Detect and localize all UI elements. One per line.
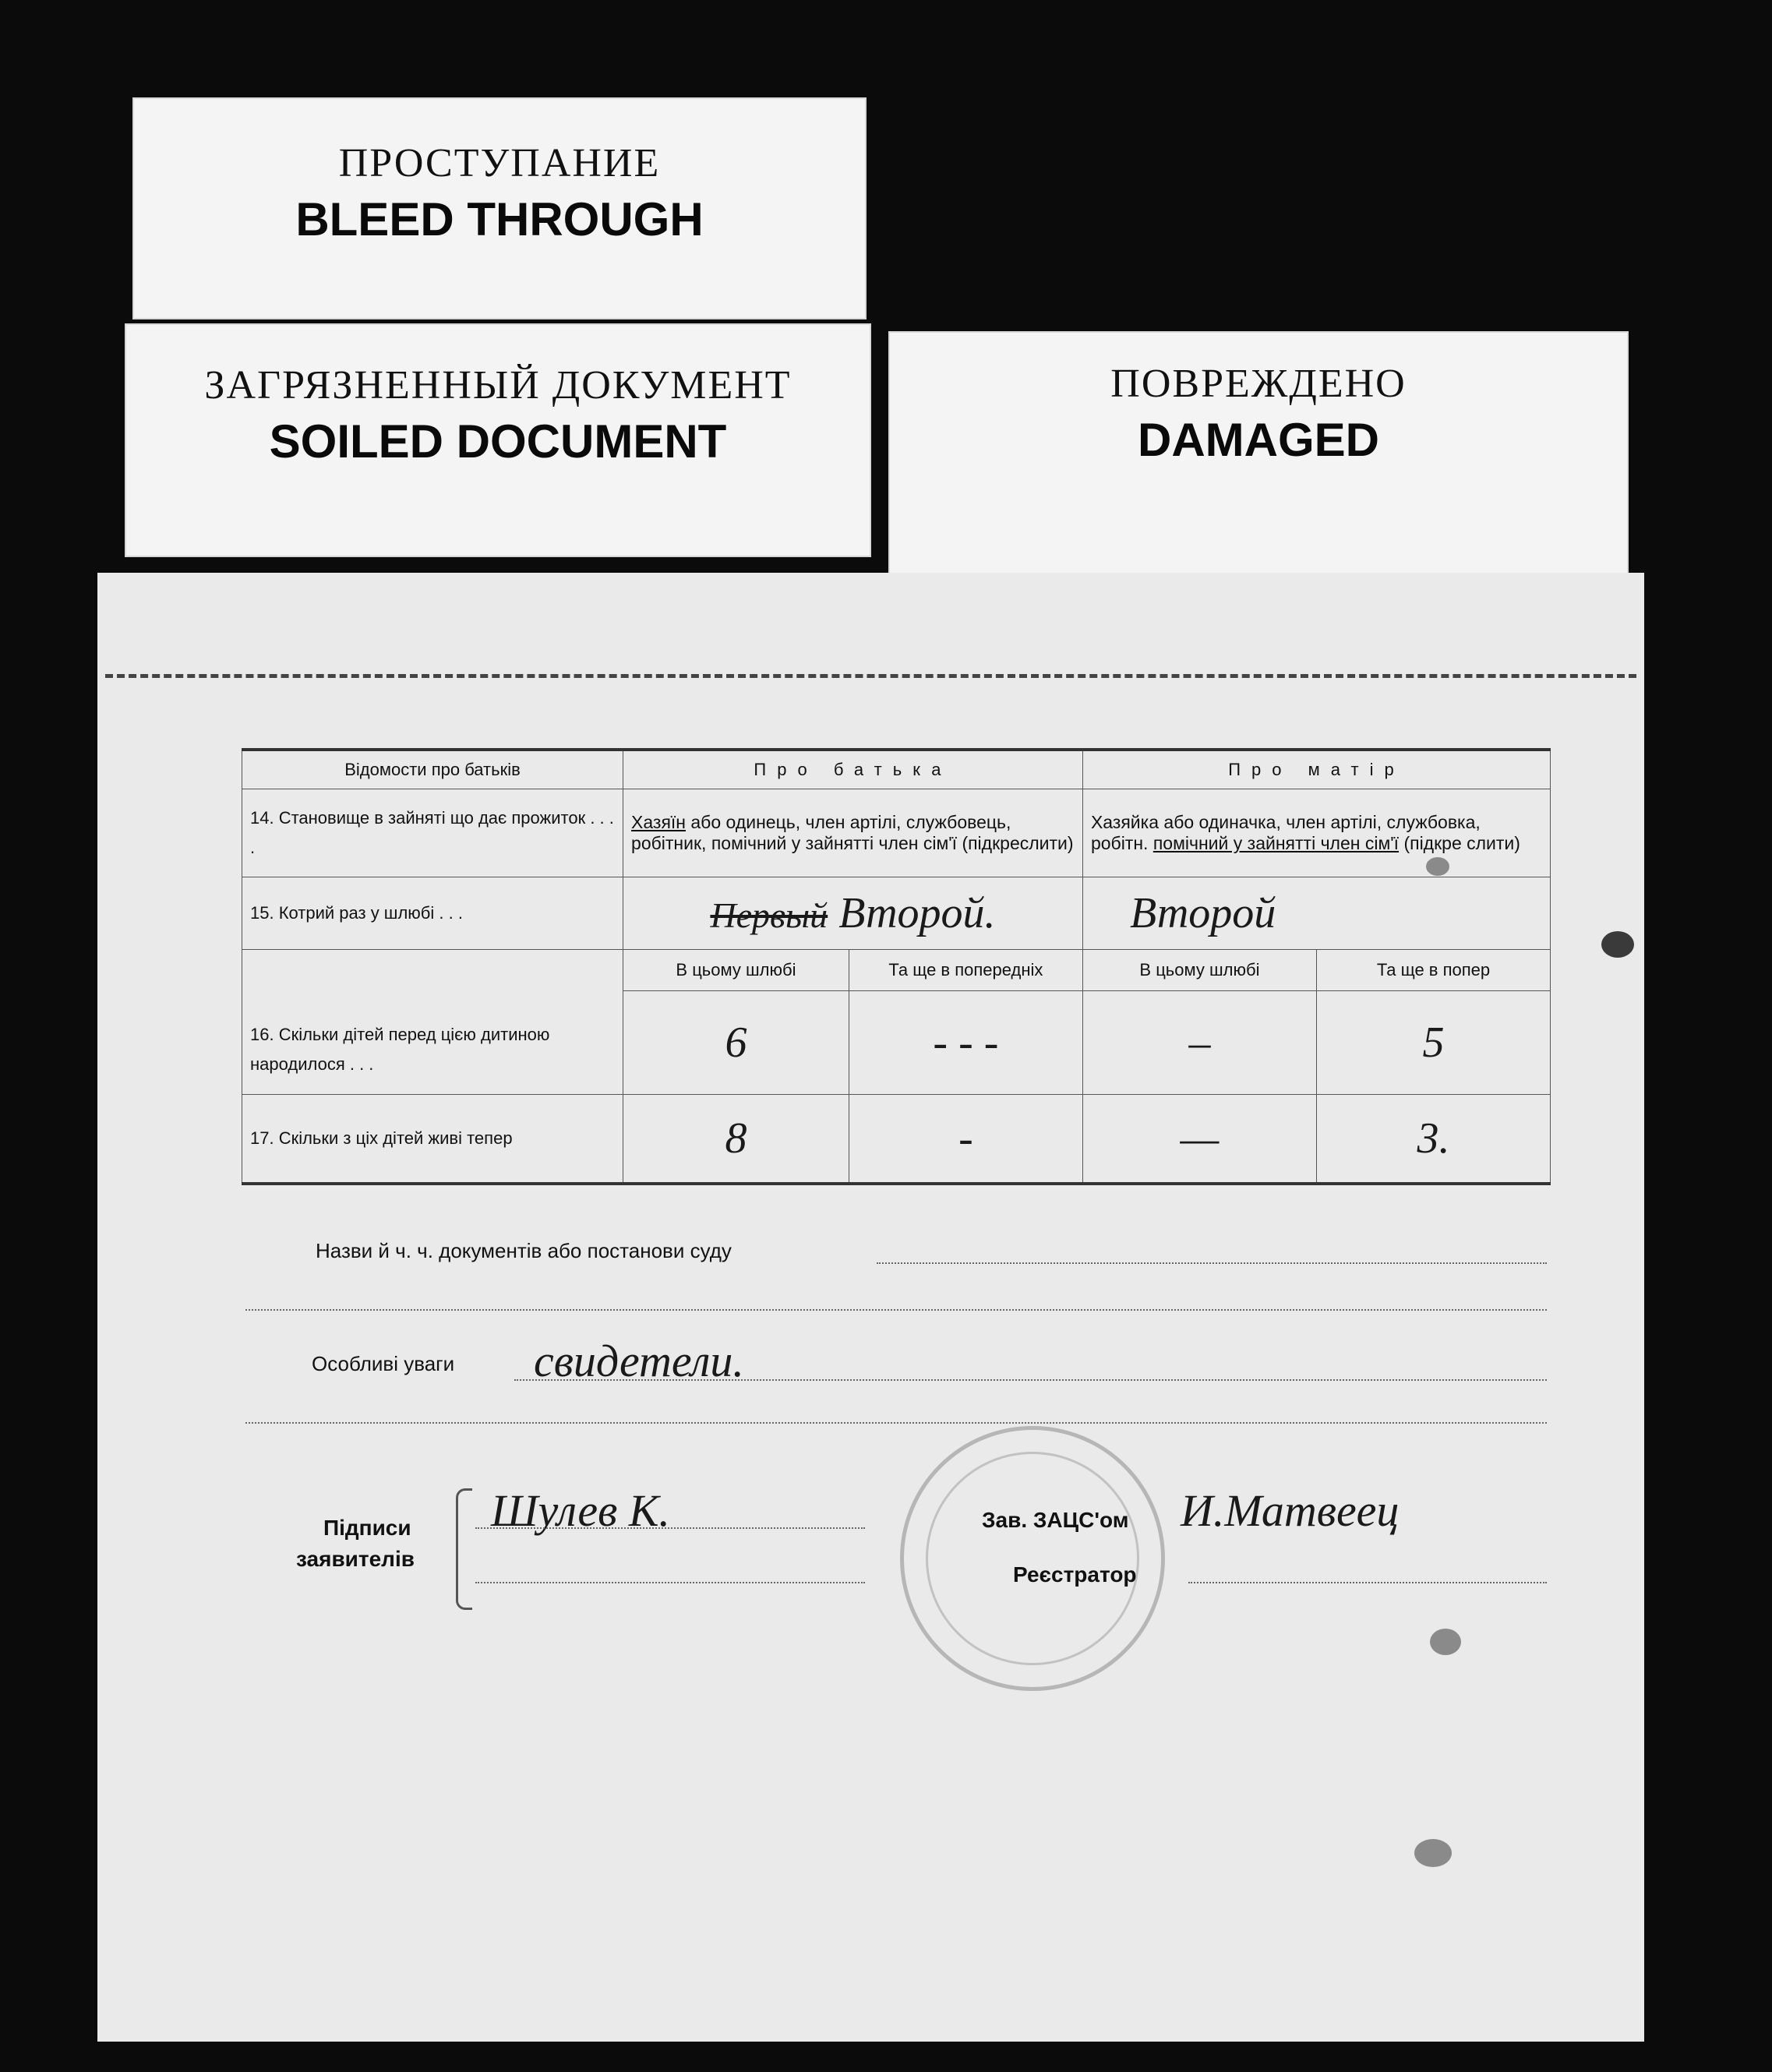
signature-line-2 — [475, 1582, 865, 1583]
row-14-father-rest: або одинець, член артілі, службовець, робітник, помічний у зайнятті член сім'ї (підкреслити) — [631, 812, 1074, 853]
row-15-father — [623, 877, 1083, 950]
row-14-father-lead: Хазяїн — [631, 812, 686, 832]
remarks-line — [514, 1379, 1547, 1381]
row-16-label: 16. Скільки дітей перед цією дитиною народилося . . . — [242, 950, 623, 1095]
row-15-father-value: Второй. — [838, 889, 996, 937]
table-header-row — [242, 750, 1551, 789]
paper-damage — [1430, 1629, 1461, 1655]
registrar-line — [1188, 1582, 1547, 1583]
col-header-parents: Відомости про батьків — [242, 750, 623, 789]
applicant-signature: Шулев К. — [491, 1485, 670, 1536]
damaged-ru: ПОВРЕЖДЕНО — [1110, 362, 1407, 406]
subhead-father-this: В цьому шлюбі — [623, 950, 849, 991]
bleed-through-card — [132, 97, 867, 319]
paper-damage — [1426, 857, 1449, 876]
damaged-en: DAMAGED — [1138, 414, 1379, 466]
parents-table — [242, 748, 1551, 1185]
remarks-label: Особливі уваги — [312, 1352, 455, 1375]
row-14 — [242, 789, 1551, 877]
row-16-v1: 6 — [623, 991, 849, 1095]
remarks-line-2 — [245, 1422, 1547, 1424]
row-subheader — [242, 950, 1551, 991]
row-14-mother — [1082, 789, 1550, 877]
row-15-mother-value: Второй — [1082, 877, 1550, 950]
row-17-v1: 8 — [623, 1095, 849, 1184]
remarks-value: свидетели. — [534, 1336, 744, 1386]
damaged-card — [888, 331, 1629, 588]
row-14-label: 14. Становище в зайняті що дає прожиток . . . . — [242, 789, 623, 877]
signatures-brace — [456, 1488, 472, 1610]
signatures-label-2: заявителів — [296, 1547, 415, 1571]
soiled-document-ru: ЗАГРЯЗНЕННЫЙ ДОКУМЕНТ — [204, 363, 792, 408]
soiled-document-card — [125, 323, 871, 557]
tear-line — [105, 674, 1636, 678]
documents-line-2 — [245, 1309, 1547, 1311]
row-15-father-struck: Первый — [710, 895, 828, 935]
subhead-mother-prev: Та ще в попер — [1316, 950, 1550, 991]
row-15 — [242, 877, 1551, 950]
col-header-father: Про батька — [623, 750, 1083, 789]
row-14-father — [623, 789, 1083, 877]
row-16-v2: - - - — [849, 991, 1082, 1095]
soiled-document-en: SOILED DOCUMENT — [269, 415, 727, 468]
row-15-label: 15. Котрий раз у шлюбі . . . — [242, 877, 623, 950]
col-header-mother: Про матір — [1082, 750, 1550, 789]
row-16-v4: 5 — [1316, 991, 1550, 1095]
row-14-mother-lead: Хазяйка або одиначка, член артілі, службовка, робітн. — [1090, 812, 1481, 853]
zags-label: Зав. ЗАЦС'ом — [982, 1508, 1129, 1532]
row-17-label: 17. Скільки з ціх дітей живі тепер — [242, 1095, 623, 1184]
subhead-father-prev: Та ще в попередніх — [849, 950, 1082, 991]
documents-label: Назви й ч. ч. документів або постанови суду — [316, 1239, 732, 1262]
registrar-label: Реєстратор — [1013, 1562, 1137, 1587]
documents-line — [877, 1262, 1547, 1264]
subhead-mother-this: В цьому шлюбі — [1082, 950, 1316, 991]
row-17-v3: — — [1082, 1095, 1316, 1184]
row-17-v2: - — [849, 1095, 1082, 1184]
bleed-through-ru: ПРОСТУПАНИЕ — [338, 141, 661, 185]
row-14-mother-rest: (підкре слити) — [1399, 833, 1520, 853]
zags-signature: И.Матвеец — [1181, 1485, 1400, 1536]
row-16-v3: – — [1082, 991, 1316, 1095]
signatures-label-1: Підписи — [323, 1516, 411, 1540]
signature-line-1 — [475, 1527, 865, 1529]
official-stamp — [900, 1426, 1165, 1691]
row-17 — [242, 1095, 1551, 1184]
form-sheet — [97, 573, 1644, 2042]
bleed-through-en: BLEED THROUGH — [295, 193, 704, 245]
row-17-v4: 3. — [1316, 1095, 1550, 1184]
paper-damage — [1601, 931, 1634, 958]
row-14-mother-underlined: помічний у зайнятті член сім'ї — [1153, 833, 1400, 853]
paper-damage — [1414, 1839, 1452, 1867]
